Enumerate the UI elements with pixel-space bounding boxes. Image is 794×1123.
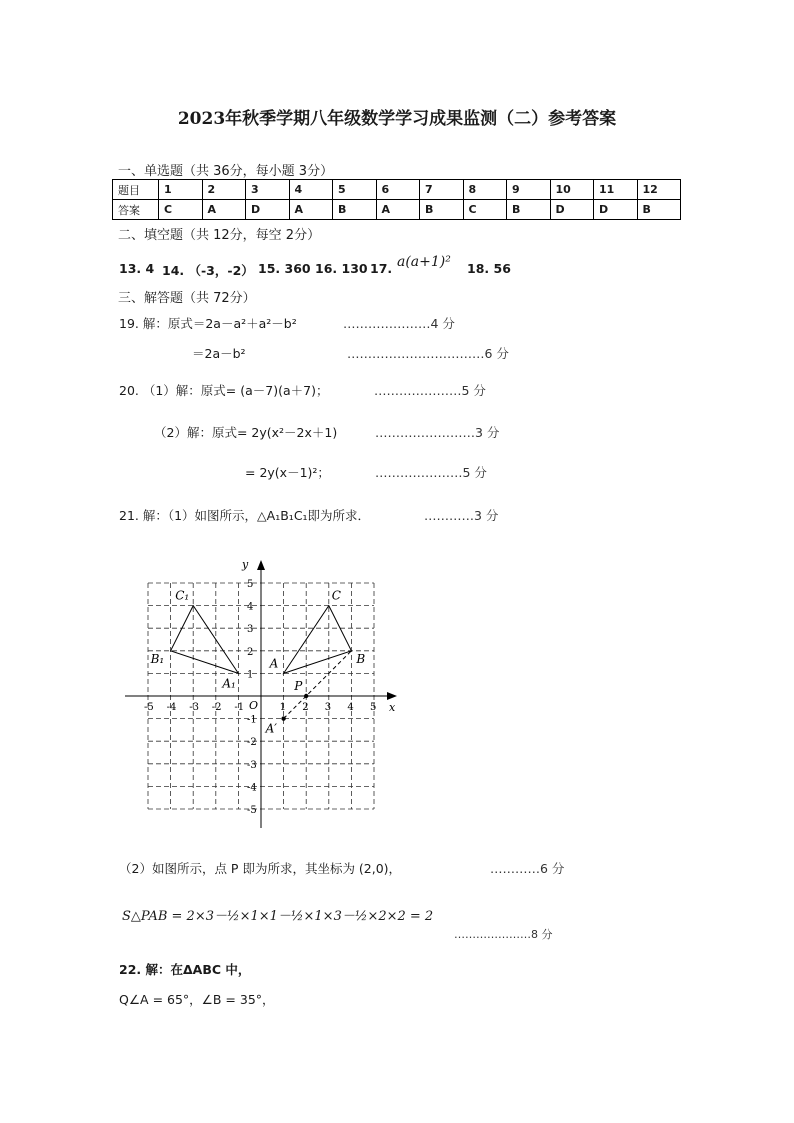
answer-17-expression: a(a+1)² (397, 254, 451, 270)
q19-score2: ……………………………6 分 (347, 346, 509, 361)
x-tick-label: 5 (370, 702, 377, 713)
table-cell: C (463, 200, 507, 220)
triangle-abc (284, 606, 352, 674)
table-cell: B (420, 200, 464, 220)
table-cell: D (594, 200, 638, 220)
point-label-b: B (356, 651, 366, 666)
x-tick-label: -5 (144, 702, 154, 713)
section3-heading: 三、解答题（共 72分） (118, 291, 256, 306)
point-label-c1: C₁ (175, 588, 190, 603)
y-tick-label: 3 (247, 624, 254, 636)
q20-line3: = 2y(x－1)²； (245, 465, 330, 480)
table-cell: 4 (289, 180, 333, 200)
q20-score2: ……………………3 分 (375, 425, 500, 440)
triangle-a1b1c1 (171, 606, 239, 674)
y-tick-label: -1 (247, 714, 257, 726)
point-label-p: P (294, 679, 303, 693)
axes (125, 560, 397, 828)
row-label-questions: 题目 (113, 180, 159, 200)
point-a-prime (281, 716, 285, 720)
table-cell: D (246, 200, 290, 220)
y-tick-label: -4 (247, 782, 257, 794)
x-tick-label: -3 (189, 702, 199, 713)
q20-score3: …………………5 分 (375, 465, 487, 480)
x-tick-label: 1 (279, 702, 286, 713)
y-tick-label: -3 (247, 759, 257, 771)
answer-14: 14. （-3，-2） (162, 263, 254, 278)
q21-line2: （2）如图所示，点 P 即为所求，其坐标为 (2,0)， (119, 861, 402, 876)
q19-score1: …………………4 分 (343, 316, 455, 331)
table-row-numbers (113, 180, 681, 200)
q22-line1: 22. 解：在ΔABC 中， (119, 962, 251, 977)
q21-line1: 21. 解：（1）如图所示，△A₁B₁C₁即为所求． (119, 508, 371, 523)
table-cell: 10 (550, 180, 594, 200)
q21-area-formula: S△PAB = 2×3－½×1×1－½×1×3－½×2×2 = 2 (122, 909, 434, 924)
table-cell: D (550, 200, 594, 220)
point-label-a: A (269, 656, 279, 671)
x-tick-label: 2 (302, 702, 309, 713)
y-tick-label: 1 (247, 669, 254, 681)
table-cell: A (376, 200, 420, 220)
table-row-answers (113, 200, 681, 220)
x-tick-label: 3 (324, 702, 332, 713)
y-tick-label: 4 (247, 601, 254, 613)
origin-label: O (249, 699, 259, 712)
table-cell: 2 (202, 180, 246, 200)
section2-heading: 二、填空题（共 12分，每空 2分） (118, 228, 321, 243)
q21-score3: …………………8 分 (454, 928, 553, 941)
x-tick-label: -1 (234, 702, 245, 713)
table-cell: 7 (420, 180, 464, 200)
q20-score1: …………………5 分 (374, 383, 486, 398)
table-cell: A (289, 200, 333, 220)
table-cell: 5 (333, 180, 377, 200)
q21-score1: …………3 分 (424, 508, 499, 523)
table-cell: C (159, 200, 203, 220)
x-tick-label: 4 (347, 702, 354, 713)
y-tick-label: -2 (247, 737, 257, 749)
q20-line2: （2）解：原式= 2y(x²－2x＋1) (154, 425, 338, 440)
x-tick-label: -2 (211, 702, 222, 713)
q22-line2: Q∠A = 65°，∠B = 35°， (119, 992, 275, 1007)
y-tick-label: -5 (247, 805, 257, 816)
answer-17-label: 17. (370, 261, 393, 276)
table-cell: 8 (463, 180, 507, 200)
table-cell: B (637, 200, 681, 220)
answer-18: 18. 56 (467, 261, 511, 276)
table-cell: A (202, 200, 246, 220)
x-tick-labels (144, 702, 376, 713)
y-tick-label: 5 (247, 579, 254, 590)
coordinate-graph (125, 558, 410, 833)
answer-16: 16. 130 (315, 261, 368, 276)
q19-line1: 19. 解：原式＝2a－a²＋a²－b² (119, 316, 297, 331)
row-label-answers: 答案 (113, 200, 159, 220)
table-cell: 1 (159, 180, 203, 200)
q21-score2: …………6 分 (490, 861, 565, 876)
x-tick-label: -4 (166, 702, 177, 713)
table-cell: 6 (376, 180, 420, 200)
point-label-b1: B₁ (150, 651, 165, 666)
y-tick-labels (247, 579, 257, 816)
x-axis-label: x (389, 701, 396, 714)
point-label-a1: A₁ (222, 676, 236, 691)
answer-15: 15. 360 (258, 261, 311, 276)
q19-line2: ＝2a－b² (192, 346, 246, 361)
point-labels (150, 589, 366, 736)
point-label-c: C (331, 588, 341, 603)
table-cell: 12 (637, 180, 681, 200)
section1-heading: 一、单选题（共 36分，每小题 3分） (118, 164, 334, 179)
q20-line1: 20. （1）解：原式= (a－7)(a＋7)； (119, 383, 329, 398)
point-p (304, 694, 308, 698)
answer-table (112, 179, 681, 220)
point-label-ap: A′ (265, 721, 277, 736)
y-axis-label: y (242, 558, 249, 571)
table-cell: B (507, 200, 551, 220)
table-cell: B (333, 200, 377, 220)
y-tick-label: 2 (247, 646, 254, 658)
table-cell: 11 (594, 180, 638, 200)
table-cell: 9 (507, 180, 551, 200)
answer-13: 13. 4 (119, 261, 155, 276)
page-title: 2023年秋季学期八年级数学学习成果监测（二）参考答案 (177, 109, 617, 129)
table-cell: 3 (246, 180, 290, 200)
